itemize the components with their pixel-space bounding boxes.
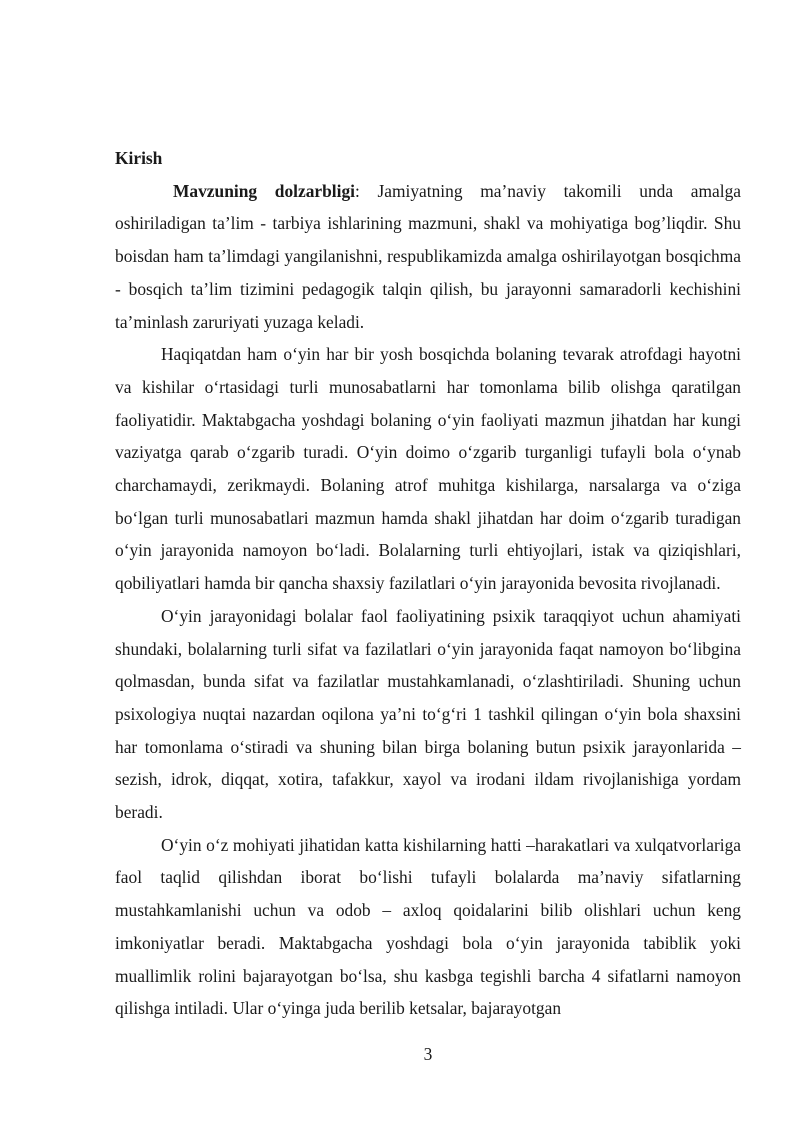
body-paragraph-3: O‘yin o‘z mohiyati jihatidan katta kishilarning hatti –harakatlari va xulqatvorlariga faol taqlid qilishdan iborat bo‘lishi tufayli bolalarda ma’naviy sifatlarning mustahkamlanishi uchun va odob – axloq qoidalarini bilib olishlari uchun keng imkoniyatlar beradi. Maktabgacha yoshdagi bola o‘yin jarayonida tabiblik yoki muallimlik rolini bajarayotgan bo‘lsa, shu kasbga tegishli barcha 4 sifatlarni namoyon qilishga intiladi. Ular o‘yinga juda berilib ketsalar, bajarayotgan [115, 834, 741, 1019]
section-heading: Kirish [115, 148, 163, 168]
intro-label: Mavzuning dolzarbligi [173, 180, 355, 201]
body-paragraph-1: Haqiqatdan ham o‘yin har bir yosh bosqichda bolaning tevarak atrofdagi hayotni va kishilar o‘rtasidagi turli munosabatlarni har tomonlama bilib olishga qaratilgan faoliyatidir. Maktabgacha yoshdagi bolaning o‘yin faoliyati mazmun jihatdan har kungi vaziyatga qarab o‘zgarib turadi. O‘yin doimo o‘zgarib turganligi tufayli bola o‘ynab charchamaydi, zerikmaydi. Bolaning atrof muhitga kishilarga, narsalarga va o‘ziga bo‘lgan turli munosabatlari mazmun hamda shakl jihatdan har doim o‘zgarib turadigan o‘yin jarayonida namoyon bo‘ladi. Bolalarning turli ehtiyojlari, istak va qiziqishlari, qobiliyatlari hamda bir qancha shaxsiy fazilatlari o‘yin jarayonida bevosita rivojlanadi. [115, 344, 741, 594]
page-number: 3 [423, 1044, 433, 1064]
intro-paragraph [115, 175, 741, 339]
intro-text: : Jamiyatning ma’naviy takomili unda amalga oshiriladigan ta’lim - tarbiya ishlarining mazmuni, shakl va mohiyatiga bog’liqdir. Shu boisdan ham ta’limdagi yangilanishni, respublikamizda amalga oshirilayotgan bosqichma - bosqich ta’lim tizimini pedagogik talqin qilish, bu jarayonni samaradorli kechishini ta’minlash zaruriyati yuzaga keladi. [115, 180, 741, 332]
document-body [115, 142, 741, 1025]
body-paragraph-2: O‘yin jarayonidagi bolalar faol faoliyatining psixik taraqqiyot uchun ahamiyati shundaki, bolalarning turli sifat va fazilatlari o‘yin jarayonida faqat namoyon bo‘libgina qolmasdan, bunda sifat va fazilatlar mustahkamlanadi, o‘zlashtiriladi. Shuning uchun psixologiya nuqtai nazardan oqilona ya’ni to‘g‘ri 1 tashkil qilingan o‘yin bola shaxsini har tomonlama o‘stiradi va shuning bilan birga bolaning butun psixik jarayonlarida –sezish, idrok, diqqat, xotira, tafakkur, xayol va irodani ildam rivojlanishiga yordam beradi. [115, 605, 741, 823]
